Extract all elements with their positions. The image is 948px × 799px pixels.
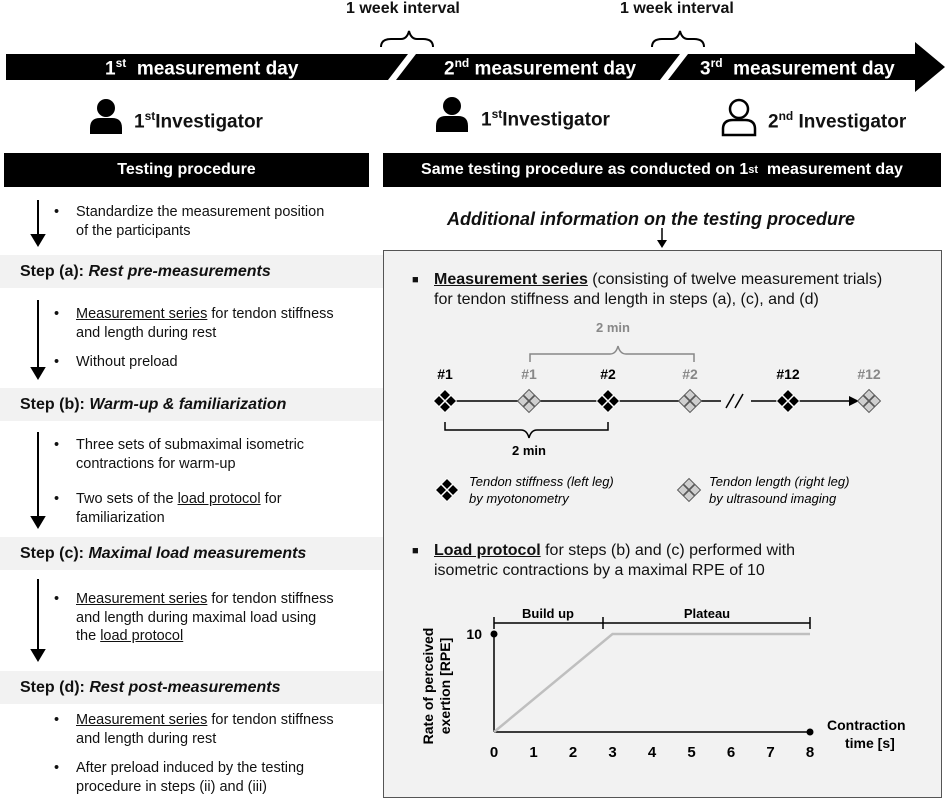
day-2-label: 2nd measurement day xyxy=(444,56,637,80)
trial-label-length-12: #12 xyxy=(857,366,881,382)
interval-label-1: 1 week interval xyxy=(346,0,460,17)
y-axis-label-line2: exertion [RPE] xyxy=(437,637,453,735)
step-a-header: Step (a): Rest pre-measurements xyxy=(0,255,390,288)
legend-stiffness-marker xyxy=(436,479,459,502)
x-axis-endpoint xyxy=(807,729,814,736)
testing-procedure-header: Testing procedure xyxy=(4,153,369,187)
person-filled-icon xyxy=(434,96,470,134)
trial-label-stiff-12: #12 xyxy=(776,366,800,382)
length-marker xyxy=(518,390,541,413)
intro-bullet: • Standardize the measurement position of the participants xyxy=(54,204,325,239)
step-d-header: Step (d): Rest post-measurements xyxy=(0,671,390,704)
top-brace-label: 2 min xyxy=(596,320,630,335)
legend-length-line1: Tendon length (right leg) xyxy=(709,474,850,489)
investigator-1-label: 1stInvestigator xyxy=(134,109,263,133)
y-axis-label-line1: Rate of perceived xyxy=(420,627,436,745)
x-tick-label: 6 xyxy=(726,744,736,761)
y-axis-endpoint xyxy=(491,631,498,638)
trial-label-stiff-1: #1 xyxy=(437,366,453,382)
stiffness-marker xyxy=(777,390,800,413)
x-tick-label: 7 xyxy=(766,744,775,761)
rpe-series-line xyxy=(494,634,810,732)
x-tick-label: 2 xyxy=(568,744,578,761)
load-protocol-chart xyxy=(383,590,940,795)
bottom-brace xyxy=(445,422,608,438)
top-brace xyxy=(530,346,694,362)
legend-length-marker xyxy=(678,479,701,502)
trial-label-length-1: #1 xyxy=(521,366,537,382)
step-c-bullet-1: • Measurement series for tendon stiffness and length during maximal load using the load protocol xyxy=(54,591,334,644)
step-b-bullet-2: • Two sets of the load protocol for familiarization xyxy=(54,491,282,526)
step-a-bullet-1: • Measurement series for tendon stiffness and length during rest xyxy=(54,306,334,341)
day-3-label: 3rd measurement day xyxy=(700,56,895,80)
down-arrow-icon xyxy=(655,228,669,250)
length-marker xyxy=(679,390,702,413)
day-1-label: 1st measurement day xyxy=(105,56,299,80)
trial-label-length-2: #2 xyxy=(682,366,698,382)
stiffness-marker xyxy=(434,390,457,413)
investigator-3-label: 2nd Investigator xyxy=(768,109,907,133)
interval-brace-1 xyxy=(381,31,433,47)
phase-plateau-label: Plateau xyxy=(683,606,731,621)
step-d-bullet-2: • After preload induced by the testing procedure in steps (ii) and (iii) xyxy=(54,760,305,795)
investigator-2-label: 1stInvestigator xyxy=(481,107,610,131)
step-b-bullet-1: • Three sets of submaximal isometric contractions for warm-up xyxy=(54,437,305,472)
step-a-bullet-2: • Without preload xyxy=(54,354,178,370)
bottom-brace-label: 2 min xyxy=(512,443,546,458)
length-marker xyxy=(858,390,881,413)
step-d-bullet-1: • Measurement series for tendon stiffness and length during rest xyxy=(54,712,334,747)
person-outline-icon xyxy=(720,98,758,138)
y-tick-10: 10 xyxy=(466,626,482,642)
step-c-header: Step (c): Maximal load measurements xyxy=(0,537,390,570)
person-filled-icon xyxy=(88,98,124,136)
stiffness-marker xyxy=(597,390,620,413)
legend-stiffness-line2: by myotonometry xyxy=(469,491,569,506)
legend-length-line2: by ultrasound imaging xyxy=(709,491,837,506)
x-tick-label: 1 xyxy=(529,744,538,761)
x-tick-label: 8 xyxy=(805,744,815,761)
interval-label-2: 1 week interval xyxy=(620,0,734,17)
measurement-series-diagram xyxy=(383,310,940,510)
x-tick-label: 0 xyxy=(489,744,499,761)
x-axis-label-line1: Contraction xyxy=(827,717,906,733)
x-axis-label-line2: time [s] xyxy=(845,735,895,751)
interval-brace-2 xyxy=(652,31,704,47)
same-procedure-header: Same testing procedure as conducted on 1 st measurement day xyxy=(383,153,941,187)
trial-label-stiff-2: #2 xyxy=(600,366,616,382)
legend-stiffness-line1: Tendon stiffness (left leg) xyxy=(469,474,614,489)
additional-info-title: Additional information on the testing procedure xyxy=(447,209,855,229)
phase-build-label: Build up xyxy=(522,606,574,621)
x-tick-label: 3 xyxy=(608,744,617,761)
step-b-header: Step (b): Warm-up & familiarization xyxy=(0,388,390,421)
x-tick-label: 5 xyxy=(687,744,696,761)
x-tick-label: 4 xyxy=(647,744,657,761)
